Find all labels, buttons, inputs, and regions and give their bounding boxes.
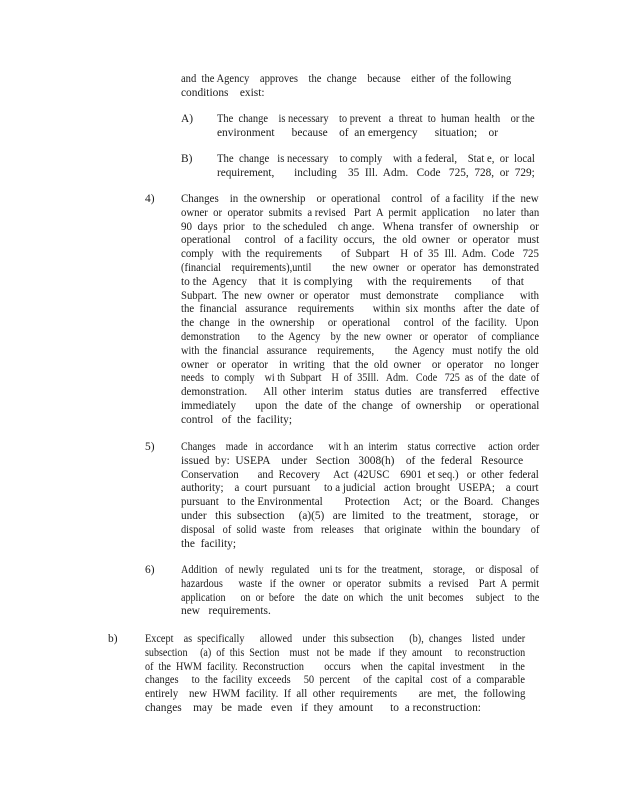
- item-line: Changes made in accordance wit h an interim status corrective action order: [181, 441, 540, 453]
- sub-item-label: B): [181, 153, 193, 165]
- item-line: the financial assurance requirements within six months after the date of: [181, 303, 540, 316]
- item-line: disposal of solid waste from releases that originate within the boundary of: [181, 523, 540, 536]
- item-line: to the Agency that it is complying with the requirements of that: [181, 275, 524, 288]
- item-line: control of the facility;: [181, 413, 293, 426]
- item-line: with the financial assurance requirements, the Agency must notify the old: [181, 344, 539, 357]
- item-label: 4): [145, 193, 155, 205]
- sub-item-line: requirement, including 35 Ill. Adm. Code 725, 728, or 729;: [217, 166, 535, 179]
- item-line: issued by: USEPA under Section 3008(h) of the federal Resource: [181, 454, 524, 467]
- sub-item-line: environment because of an emergency situation; or: [217, 126, 498, 139]
- item-line: the facility;: [181, 537, 237, 550]
- item-label: 5): [145, 441, 155, 453]
- sub-item-line: The change is necessary to comply with a federal, Stat e, or local: [217, 153, 535, 165]
- item-line: Changes in the ownership or operational control of a facility if the new: [181, 193, 539, 205]
- item-line: hazardous waste if the owner or operator submits a revised Part A permit: [181, 577, 540, 590]
- sub-item-line: The change is necessary to prevent a threat to human health or the: [217, 113, 535, 125]
- item-line: operational control of a facility occurs, the old owner or operator must: [181, 234, 540, 247]
- item-line: under this subsection (a)(5) are limited to the treatment, storage, or: [181, 510, 539, 522]
- item-line: demonstration to the Agency by the new owner or operator of compliance: [181, 331, 540, 343]
- section-b-line: Except as specifically allowed under this subsection (b), changes listed under: [145, 633, 526, 645]
- item-line: comply with the requirements of Subpart H of 35 Ill. Adm. Code 725: [181, 248, 539, 261]
- section-b-line: changes may be made even if they amount to a reconstruction:: [145, 702, 481, 714]
- sub-item-label: A): [181, 113, 194, 125]
- item-line: (financial requirements),until the new owner or operator has demonstrated: [181, 262, 539, 274]
- item-line: Subpart. The new owner or operator must demonstrate compliance with: [181, 289, 539, 302]
- intro-line: and the Agency approves the change because either of the following: [181, 73, 512, 85]
- section-b-line: entirely new HWM facility. If all other requirements are met, the following: [145, 688, 526, 701]
- item-line: Addition of newly regulated uni ts for the treatment, storage, or disposal of: [181, 564, 539, 576]
- section-b-line: changes to the facility exceeds 50 percent of the capital cost of a comparable: [145, 674, 525, 687]
- item-line: application on or before the date on which the unit becomes subject to the: [181, 591, 540, 604]
- item-line: new requirements.: [181, 605, 271, 618]
- item-line: 90 days prior to the scheduled ch ange. Whena transfer of ownership or: [181, 220, 539, 233]
- item-line: pursuant to the Environmental Protection Act; or the Board. Changes: [181, 496, 540, 509]
- item-line: demonstration. All other interim status duties are transferred effective: [181, 386, 540, 399]
- section-b-line: subsection (a) of this Section must not be made if they amount to reconstruction: [145, 646, 526, 659]
- item-line: the change in the ownership or operational control of the facility. Upon: [181, 317, 539, 330]
- item-line: Conservation and Recovery Act (42USC 6901 et seq.) or other federal: [181, 468, 539, 481]
- item-label: 6): [145, 564, 155, 576]
- item-line: authority; a court pursuant to a judicial action brought USEPA; a court: [181, 482, 539, 495]
- section-b-line: of the HWM facility. Reconstruction occurs when the capital investment in the: [145, 660, 525, 673]
- item-line: owner or operator in writing that the old owner or operator no longer: [181, 358, 539, 371]
- item-line: owner or operator submits a revised Part A permit application no later than: [181, 206, 540, 219]
- item-line: needs to comply wi th Subpart H of 35Ill. Adm. Code 725 as of the date of: [181, 372, 540, 385]
- intro-line: conditions exist:: [181, 86, 265, 99]
- section-b-label: b): [108, 633, 118, 645]
- item-line: immediately upon the date of the change of ownership or operational: [181, 400, 540, 412]
